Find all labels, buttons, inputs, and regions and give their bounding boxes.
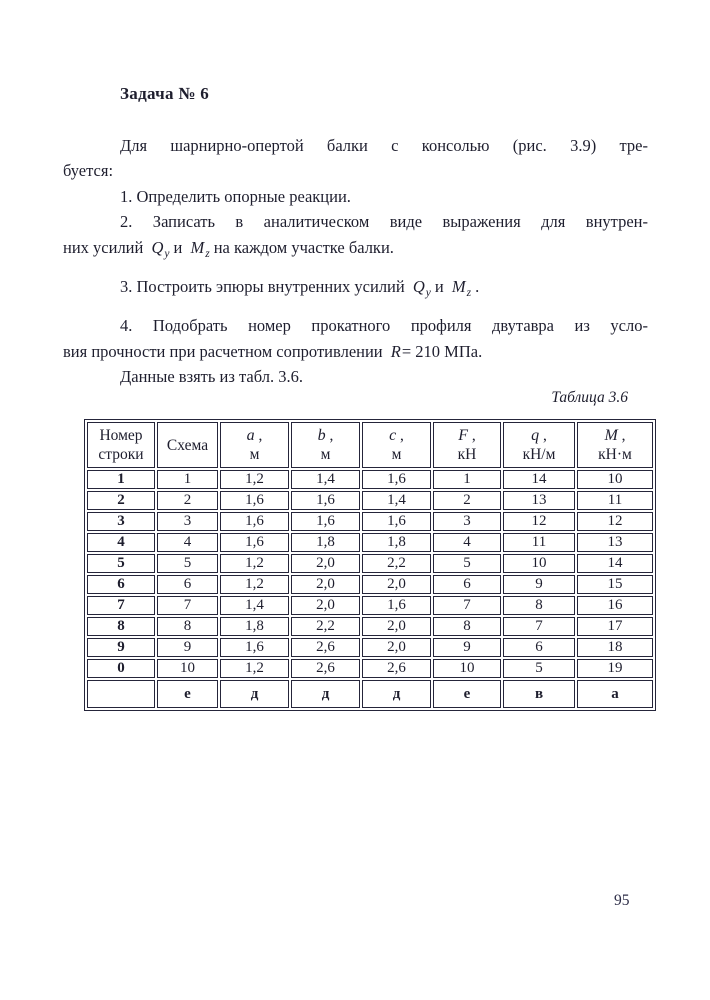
table-cell: 1,6	[362, 512, 431, 531]
table-row	[87, 638, 653, 657]
table-cell: 3	[87, 512, 155, 531]
table-cell: 0	[87, 659, 155, 678]
table-cell: 1,2	[220, 659, 289, 678]
table-cell: 10	[503, 554, 575, 573]
header-cell-F: F , кН	[433, 422, 501, 468]
table-cell: 13	[577, 533, 653, 552]
table-cell: 1,6	[220, 638, 289, 657]
table-header-row	[87, 422, 653, 468]
table-cell: 6	[157, 575, 218, 594]
table-cell: 11	[577, 491, 653, 510]
table-caption: Таблица 3.6	[551, 389, 628, 406]
table-cell: 5	[87, 554, 155, 573]
table-cell: 10	[157, 659, 218, 678]
table-cell: 8	[433, 617, 501, 636]
formula-symbol: M	[451, 277, 466, 297]
table-cell: 3	[157, 512, 218, 531]
table-cell: 14	[503, 470, 575, 489]
task-item-2-line-1: 2. Записать в аналитическом виде выражения для внутрен-	[120, 212, 648, 232]
table-cell: 2,0	[362, 575, 431, 594]
text-segment: = 210 МПа.	[401, 341, 483, 361]
table-cell: 2,0	[291, 554, 360, 573]
table-cell: 1,6	[291, 491, 360, 510]
task-item-3	[63, 274, 648, 306]
table-cell: 1,6	[220, 533, 289, 552]
table-cell: 1,4	[291, 470, 360, 489]
table-cell: 6	[87, 575, 155, 594]
header-symbol: M	[604, 427, 618, 444]
table-cell: 1,6	[220, 491, 289, 510]
text-segment: на каждом участке балки.	[213, 237, 394, 257]
header-cell-a: a , м	[220, 422, 289, 468]
table-footer-cell: а	[577, 680, 653, 708]
table-cell: 11	[503, 533, 575, 552]
table-cell: 1,4	[362, 491, 431, 510]
header-symbol: a	[246, 427, 255, 444]
header-symbol: F	[458, 427, 469, 444]
header-cell-scheme: Схема	[157, 422, 218, 468]
table-cell: 17	[577, 617, 653, 636]
table-cell: 7	[157, 596, 218, 615]
table-cell: 6	[503, 638, 575, 657]
table-cell: 1,2	[220, 554, 289, 573]
intro-line-1: Для шарнирно-опертой балки с консолью (рис. 3.9) тре-	[120, 136, 648, 155]
text-segment: вия прочности при расчетном сопротивлении	[63, 341, 383, 361]
text-segment: и	[434, 277, 444, 297]
formula-symbol: M	[190, 237, 205, 257]
table-cell: 1,2	[220, 470, 289, 489]
table-cell: 2,0	[291, 575, 360, 594]
table-cell: 10	[433, 659, 501, 678]
formula-symbol: R	[390, 341, 401, 361]
table-cell: 5	[433, 554, 501, 573]
table-cell: 2,6	[291, 638, 360, 657]
table-cell: 6	[433, 575, 501, 594]
table-cell: 9	[503, 575, 575, 594]
table-cell: 2,2	[291, 617, 360, 636]
table-cell: 1	[87, 470, 155, 489]
table-footer-cell	[87, 680, 155, 708]
page-title: Задача № 6	[120, 84, 210, 103]
table-cell: 8	[503, 596, 575, 615]
table-row	[87, 470, 653, 489]
body-text	[63, 133, 648, 390]
table-cell: 7	[433, 596, 501, 615]
table-cell: 9	[433, 638, 501, 657]
table-cell: 2,6	[362, 659, 431, 678]
table-cell: 2,6	[291, 659, 360, 678]
formula-symbol: z	[466, 287, 472, 300]
data-note: Данные взять из табл. 3.6.	[120, 367, 303, 387]
table-cell: 12	[503, 512, 575, 531]
table-cell: 2	[87, 491, 155, 510]
table-footer-row	[87, 680, 653, 708]
header-symbol: b	[317, 427, 326, 444]
table-row	[87, 617, 653, 636]
table-cell: 4	[87, 533, 155, 552]
table-cell: 1,4	[220, 596, 289, 615]
table-cell: 1,8	[362, 533, 431, 552]
formula-symbol: Q	[151, 237, 164, 257]
header-cell-b: b , м	[291, 422, 360, 468]
header-symbol: q	[531, 427, 540, 444]
task-item-1: 1. Определить опорные реакции.	[120, 186, 351, 206]
table-footer-cell: е	[157, 680, 218, 708]
header-cell-c: c , м	[362, 422, 431, 468]
data-table	[84, 419, 656, 711]
text-segment: .	[475, 277, 480, 297]
table-footer-cell: в	[503, 680, 575, 708]
table-row	[87, 575, 653, 594]
text-segment: них усилий	[63, 237, 144, 257]
task-item-4-line-1: 4. Подобрать номер прокатного профиля двутавра из усло-	[120, 316, 648, 336]
table-cell: 1,6	[362, 470, 431, 489]
table-row	[87, 491, 653, 510]
table-cell: 3	[433, 512, 501, 531]
table-cell: 8	[87, 617, 155, 636]
table-row	[87, 533, 653, 552]
text-segment: 3. Построить эпюры внутренних усилий	[120, 277, 405, 297]
table-cell: 1,6	[291, 512, 360, 531]
table-cell: 2,0	[291, 596, 360, 615]
table-cell: 1,8	[291, 533, 360, 552]
table-cell: 10	[577, 470, 653, 489]
table-cell: 5	[157, 554, 218, 573]
table-cell: 16	[577, 596, 653, 615]
table-row	[87, 554, 653, 573]
table-cell: 2	[433, 491, 501, 510]
table-cell: 7	[87, 596, 155, 615]
table-cell: 18	[577, 638, 653, 657]
table-cell: 4	[157, 533, 218, 552]
header-cell-q: q , кН/м	[503, 422, 575, 468]
table-cell: 8	[157, 617, 218, 636]
table-cell: 2,2	[362, 554, 431, 573]
header-symbol: c	[389, 427, 397, 444]
table-cell: 7	[503, 617, 575, 636]
table-cell: 12	[577, 512, 653, 531]
table-cell: 15	[577, 575, 653, 594]
table-cell: 1,8	[220, 617, 289, 636]
table-row	[87, 596, 653, 615]
table-cell: 9	[157, 638, 218, 657]
table-cell: 14	[577, 554, 653, 573]
table-cell: 19	[577, 659, 653, 678]
table-cell: 9	[87, 638, 155, 657]
table-cell: 4	[433, 533, 501, 552]
table-footer-cell: е	[433, 680, 501, 708]
header-cell-M: M , кН·м	[577, 422, 653, 468]
formula-symbol: z	[205, 247, 210, 260]
formula-symbol: y	[425, 287, 431, 300]
table-footer-cell: д	[362, 680, 431, 708]
table-footer-cell: д	[220, 680, 289, 708]
table-cell: 1,2	[220, 575, 289, 594]
table-cell: 1,6	[220, 512, 289, 531]
intro-line-2: буется:	[63, 161, 114, 181]
table-cell: 2,0	[362, 638, 431, 657]
text-segment: и	[173, 237, 183, 257]
table-cell: 1	[157, 470, 218, 489]
task-item-4-line-2	[63, 339, 648, 364]
table-row	[87, 512, 653, 531]
table-cell: 2	[157, 491, 218, 510]
table-cell: 13	[503, 491, 575, 510]
page-number: 95	[614, 892, 630, 909]
table-cell: 1	[433, 470, 501, 489]
table-cell: 1,6	[362, 596, 431, 615]
header-cell-row-number: Номер строки	[87, 422, 155, 468]
table-footer-cell: д	[291, 680, 360, 708]
task-item-2-line-2	[63, 235, 648, 267]
table-row	[87, 659, 653, 678]
formula-symbol: y	[164, 247, 170, 260]
table-cell: 5	[503, 659, 575, 678]
table-cell: 2,0	[362, 617, 431, 636]
formula-symbol: Q	[412, 277, 425, 297]
